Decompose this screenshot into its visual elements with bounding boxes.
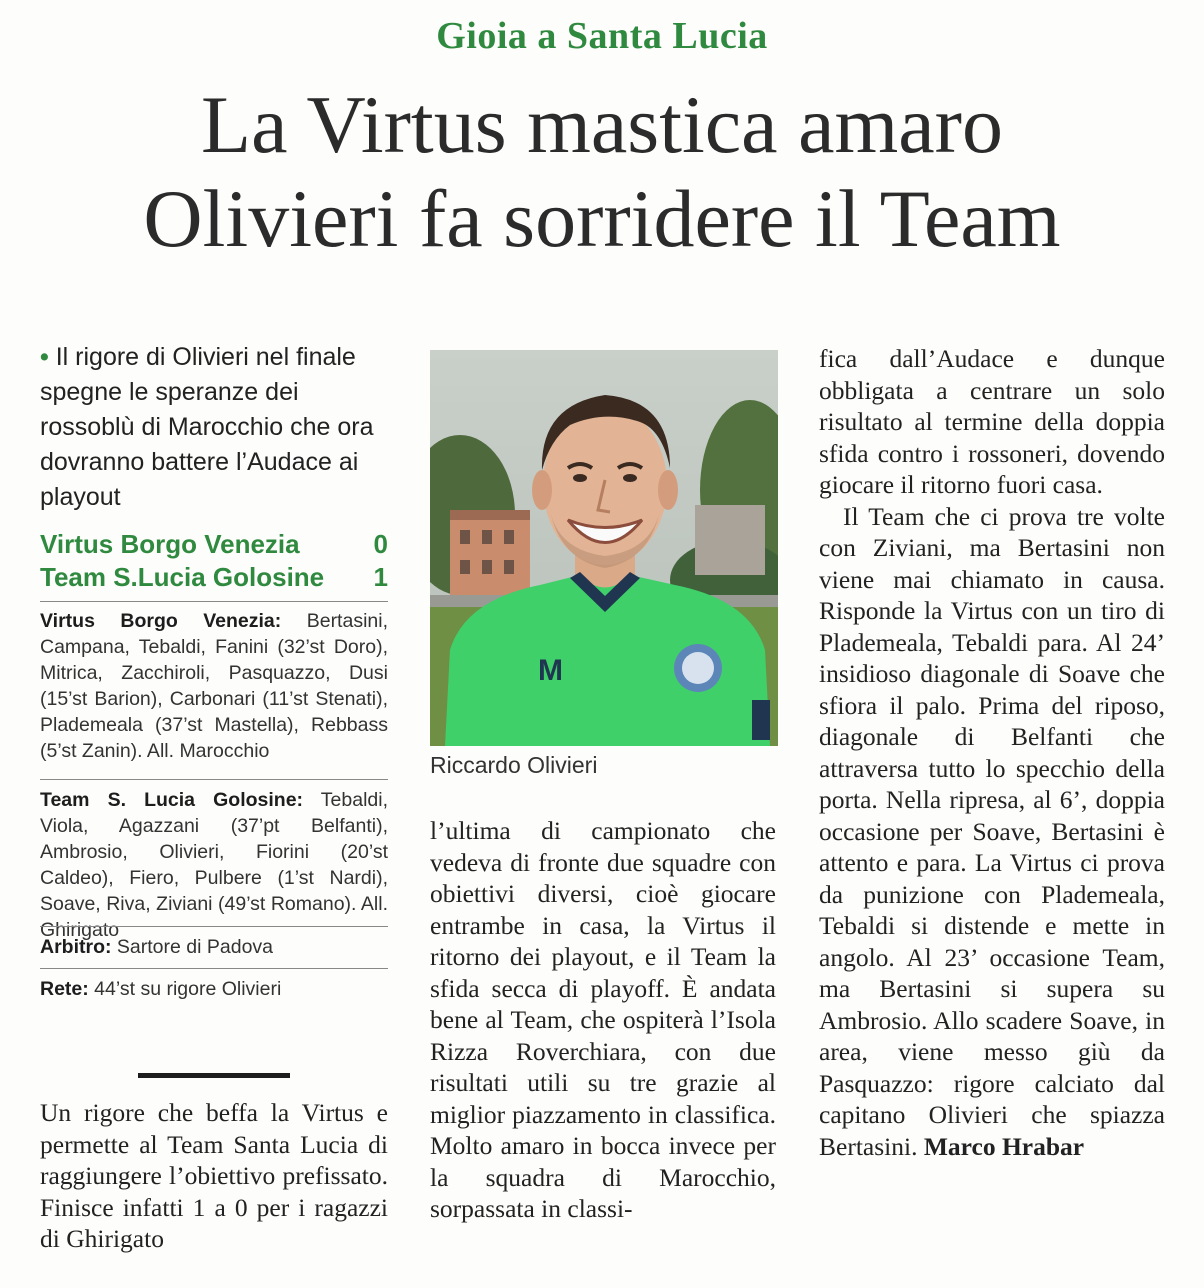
article-paragraph-text: Il Team che ci prova tre volte con Ziviani, ma Bertasini non viene mai chiamato in causa. Risponde la Virtus con un tiro di Plademeala, Tebaldi para. Al 24’ insidioso diagonale di Soave che sfiora il palo. Prima del riposo, diagonale di Belfanti che attraversa tutto lo specchio della porta. Nella ripresa, al 6’, doppia occasione per Soave, Bertasini è attento e para. La Virtus ci prova da punizione con Plademeala, Tebaldi si distende e mette in angolo. Al 23’ occasione Team, ma Bertasini si supera su Ambrosio. Allo scadere Soave, in area, viene messo giù da Pasquazzo: rigore calciato dal capitano Olivieri che spiazza Bertasini. (819, 501, 1165, 1161)
article-paragraph: fica dall’Audace e dunque obbligata a centrare un solo risultato al termine della doppia sfida contro i rossoneri, dovendo giocare il ritorno fuori casa. (819, 344, 1165, 499)
lineup-label: Team S. Lucia Golosine: (40, 789, 304, 811)
separator-bar (138, 1073, 290, 1078)
summary-text: Il rigore di Olivieri nel finale spegne le speranze dei rossoblù di Marocchio che ora dovranno battere l’Audace ai playout (40, 343, 374, 511)
goal-text: 44’st su rigore Olivieri (88, 978, 282, 1000)
referee-label: Arbitro: (40, 936, 112, 958)
article-col-2: l’ultima di campionato che vedeva di fronte due squadre con obiettivi diversi, cioè giocare entrambe in casa, la Virtus il ritorno dei playout, e il Team la sfida secca di playoff. È andata bene al Team, che ospiterà l’Isola Rizza Roverchiara, con due risultati utili su tre grazie al miglior piazzamento in classifica. Molto amaro in bocca invece per la squadra di Marocchio, sorpassata in classi- (430, 816, 776, 1223)
section-kicker: Gioia a Santa Lucia (436, 15, 768, 57)
lineup-text: Bertasini, Campana, Tebaldi, Fanini (32’st Doro), Mitrica, Zacchiroli, Pasquazzo, Dusi (15’st Barion), Carbonari (11’st Stenati), Plademeala (37’st Mastella), Rebbass (5’st Zanin). All. Marocchio (40, 610, 388, 762)
lineup-away (40, 787, 388, 943)
lineup-home (40, 608, 388, 764)
player-photo (430, 350, 778, 746)
score-goals: 1 (373, 562, 388, 592)
lineup-label: Virtus Borgo Venezia: (40, 610, 282, 632)
headline-line-1: La Virtus mastica amaro (201, 79, 1003, 170)
divider (40, 601, 388, 602)
author-byline: Marco Hrabar (923, 1131, 1085, 1161)
svg-text:M: M (538, 654, 563, 687)
divider (40, 926, 388, 927)
score-team: Virtus Borgo Venezia (40, 529, 300, 559)
divider (40, 779, 388, 780)
bullet-icon: • (40, 343, 49, 371)
referee-text: Sartore di Padova (111, 936, 274, 958)
score-row (40, 561, 388, 594)
article-col-3 (819, 343, 1165, 1162)
article-col-1: Un rigore che beffa la Virtus e permette al Team Santa Lucia di raggiungere l’obiettivo prefissato. Finisce infatti 1 a 0 per i ragazzi di Ghirigato (40, 1098, 388, 1253)
divider (40, 968, 388, 969)
article-paragraph (819, 501, 1165, 1163)
lineup-text: Tebaldi, Viola, Agazzani (37’pt Belfanti), Ambrosio, Olivieri, Fiorini (20’st Caldeo), Fiero, Pulbere (1’st Nardi), Soave, Riva, Ziviani (49’st Romano). All. Ghirigato (40, 789, 388, 941)
goal-scorer (40, 976, 388, 1002)
score-goals: 0 (373, 529, 388, 559)
score-row (40, 528, 388, 561)
headline-line-2: Olivieri fa sorridere il Team (143, 173, 1061, 264)
referee (40, 934, 388, 960)
score-team: Team S.Lucia Golosine (40, 562, 325, 592)
headline (0, 78, 1204, 266)
summary (40, 340, 388, 515)
scoreboard (40, 528, 388, 594)
goal-label: Rete: (40, 978, 89, 1000)
photo-caption: Riccardo Olivieri (430, 752, 598, 778)
